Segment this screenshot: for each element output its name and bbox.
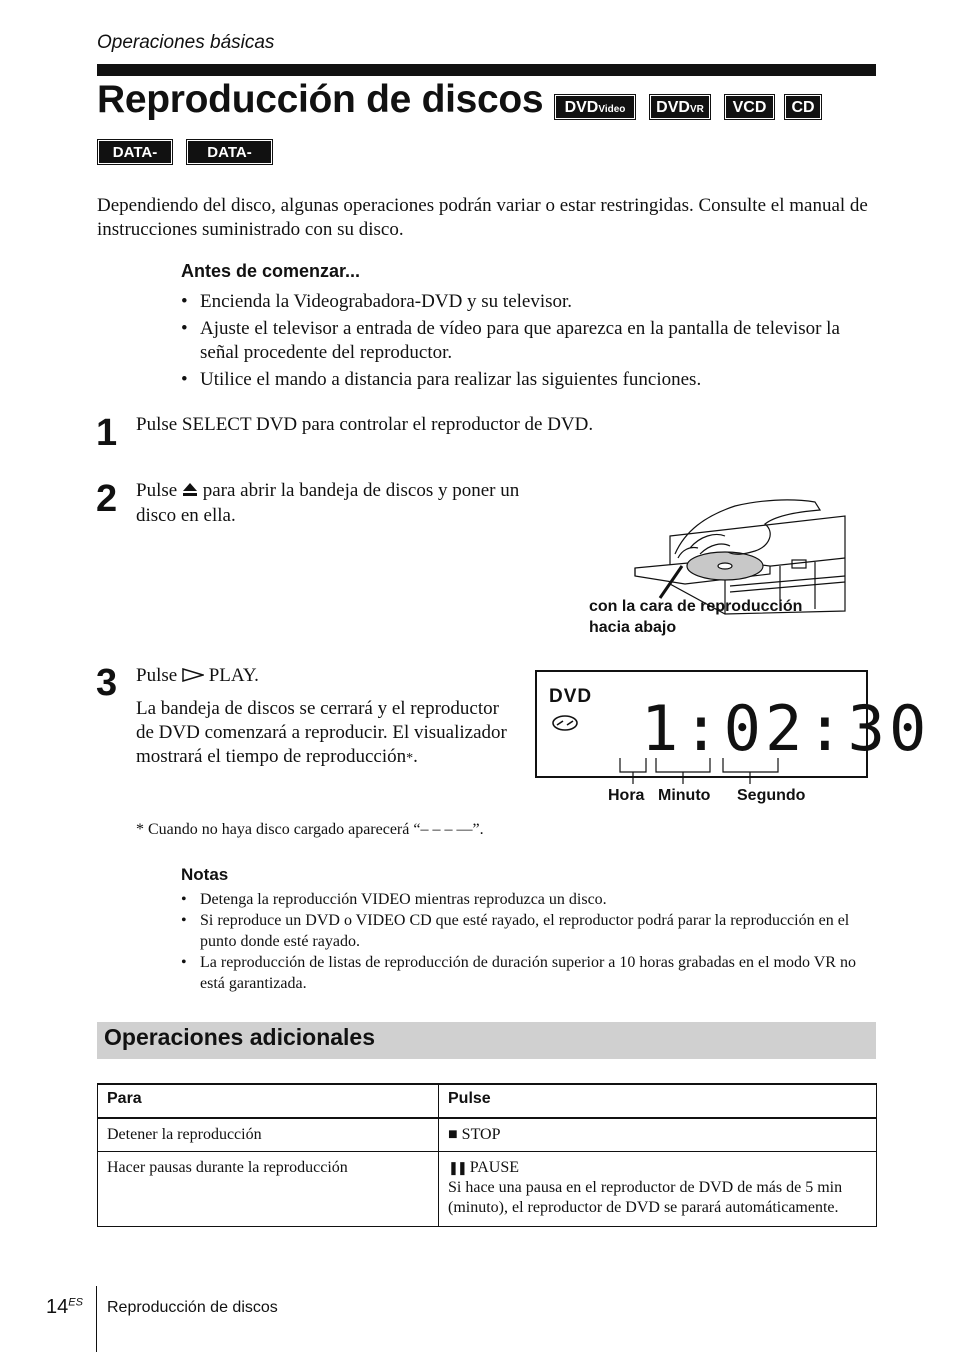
section-header: Operaciones básicas bbox=[97, 32, 275, 53]
column-header-para: Para bbox=[98, 1084, 439, 1118]
intro-paragraph: Dependiendo del disco, algunas operaciones podrán variar o estar restringidas. Consulte el manual de instrucciones suministrado con su disco. bbox=[97, 195, 868, 240]
step-3-text bbox=[136, 697, 521, 771]
section-title: Operaciones adicionales bbox=[104, 1024, 376, 1050]
table-header-row bbox=[98, 1084, 877, 1118]
step-1-text: Pulse SELECT DVD para controlar el reproductor de DVD. bbox=[136, 414, 594, 435]
badge-data-dvd: DATA-DVD bbox=[188, 141, 271, 163]
step-3-pulse: Pulse bbox=[136, 665, 178, 686]
badge-data-cd: DATA-CD bbox=[99, 141, 171, 163]
badge-dvd-video: DVDVideo bbox=[556, 96, 634, 118]
before-heading: Antes de comenzar... bbox=[181, 261, 361, 281]
step-3-description: La bandeja de discos se cerrará y el reproductor de DVD comenzará a reproducir. El visualizador mostrará el tiempo de reproducción bbox=[136, 698, 507, 767]
operations-table bbox=[97, 1083, 877, 1227]
step-3-play: PLAY. bbox=[208, 665, 259, 686]
footer-label: Reproducción de discos bbox=[107, 1299, 278, 1316]
disc-caption: con la cara de reproducción hacia abajo bbox=[589, 598, 803, 636]
before-list bbox=[181, 290, 876, 395]
step-2-text-after: para abrir la bandeja de discos y poner un disco en ella. bbox=[136, 480, 520, 526]
page-number bbox=[46, 1296, 83, 1319]
pause-label: PAUSE bbox=[469, 1159, 520, 1176]
label-hour: Hora bbox=[608, 787, 645, 804]
play-icon bbox=[182, 665, 204, 689]
table-cell-para: Detener la reproducción bbox=[98, 1118, 439, 1152]
page-lang: ES bbox=[68, 1296, 83, 1309]
notes-list bbox=[181, 889, 861, 994]
badge-cd: CD bbox=[786, 96, 820, 118]
step-3-period: . bbox=[413, 746, 418, 767]
table-row bbox=[98, 1118, 877, 1152]
time-brackets bbox=[590, 756, 790, 786]
header-rule bbox=[97, 64, 876, 76]
notes-heading: Notas bbox=[181, 865, 229, 884]
list-item: • La reproducción de listas de reproducción de duración superior a 10 horas grabadas en el modo VR no está garantizada. bbox=[181, 952, 861, 994]
step-number-3: 3 bbox=[96, 662, 118, 704]
table-cell-pulse bbox=[439, 1152, 877, 1227]
label-second: Segundo bbox=[737, 787, 806, 804]
pause-note: Si hace una pausa en el reproductor de DVD de más de 5 min (minuto), el reproductor de DVD se parará automáticamente. bbox=[448, 1179, 843, 1216]
list-item: • Utilice el mando a distancia para realizar las siguientes funciones. bbox=[181, 368, 876, 392]
table-row bbox=[98, 1152, 877, 1227]
label-minute: Minuto bbox=[658, 787, 711, 804]
page-title: Reproducción de discos bbox=[97, 78, 544, 121]
footnote: * Cuando no haya disco cargado aparecerá “– – – —”. bbox=[136, 821, 484, 838]
step-2-text bbox=[136, 479, 556, 528]
badge-vcd: VCD bbox=[726, 96, 773, 118]
step-3-asterisk: * bbox=[406, 751, 414, 766]
time-readout: 1:02:30 bbox=[641, 692, 931, 765]
step-number-1: 1 bbox=[96, 412, 118, 454]
step-3-line1 bbox=[136, 664, 259, 689]
disc-icon bbox=[551, 714, 579, 737]
column-header-pulse: Pulse bbox=[439, 1084, 877, 1118]
stop-icon: ■ bbox=[448, 1126, 458, 1143]
pause-icon: ❚❚ bbox=[448, 1160, 466, 1175]
dvd-indicator: DVD bbox=[549, 686, 593, 707]
stop-label: STOP bbox=[461, 1126, 501, 1143]
badge-dvd-vr: DVDVR bbox=[651, 96, 709, 118]
eject-icon bbox=[182, 480, 198, 504]
list-item: • Si reproduce un DVD o VIDEO CD que esté rayado, el reproductor podrá parar la reproducción en el punto donde esté rayado. bbox=[181, 910, 861, 952]
table-cell-para: Hacer pausas durante la reproducción bbox=[98, 1152, 439, 1227]
step-number-2: 2 bbox=[96, 478, 118, 520]
list-item: • Detenga la reproducción VIDEO mientras reproduzca un disco. bbox=[181, 889, 861, 910]
list-item: • Encienda la Videograbadora-DVD y su televisor. bbox=[181, 290, 876, 314]
list-item: • Ajuste el televisor a entrada de vídeo para que aparezca en la pantalla de televisor la señal procedente del reproductor. bbox=[181, 317, 876, 365]
table-cell-pulse bbox=[439, 1118, 877, 1152]
footer-rule bbox=[96, 1286, 97, 1352]
page-number-value: 14 bbox=[46, 1296, 69, 1318]
step-2-text-before: Pulse bbox=[136, 480, 178, 501]
